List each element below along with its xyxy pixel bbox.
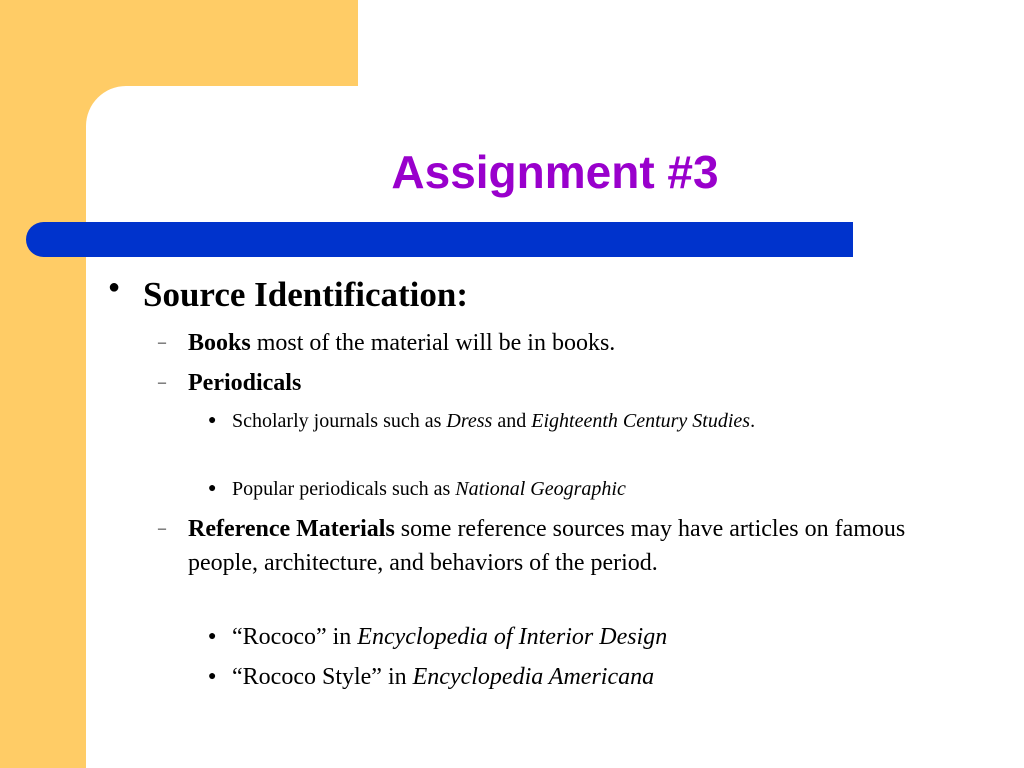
reference-text: Reference Materials some reference sources may have articles on famous people, architecture, and behaviors of the period. — [188, 516, 906, 576]
popular-text: Popular periodicals such as National Geographic — [232, 478, 626, 500]
rococo-style-text: “Rococo Style” in Encyclopedia Americana — [232, 664, 655, 690]
slide-title: Assignment #3 — [391, 146, 719, 198]
bullet-dot-icon: ● — [208, 413, 217, 428]
dash-icon: – — [158, 520, 166, 537]
heading-source-identification: Source Identification: — [143, 275, 469, 314]
rococo-text: “Rococo” in Encyclopedia of Interior Design — [232, 624, 668, 650]
bullet-dot-icon: ● — [208, 481, 217, 496]
bullet-dot-icon: ● — [208, 669, 217, 684]
dash-icon: – — [158, 334, 166, 351]
books-text: Books most of the material will be in books. — [188, 330, 616, 356]
periodicals-label: Periodicals — [188, 370, 302, 396]
dash-icon: – — [158, 374, 166, 391]
scholarly-text: Scholarly journals such as Dress and Eighteenth Century Studies. — [232, 410, 756, 432]
bullet-dot-icon: ● — [108, 276, 121, 298]
bullet-dot-icon: ● — [208, 629, 217, 644]
